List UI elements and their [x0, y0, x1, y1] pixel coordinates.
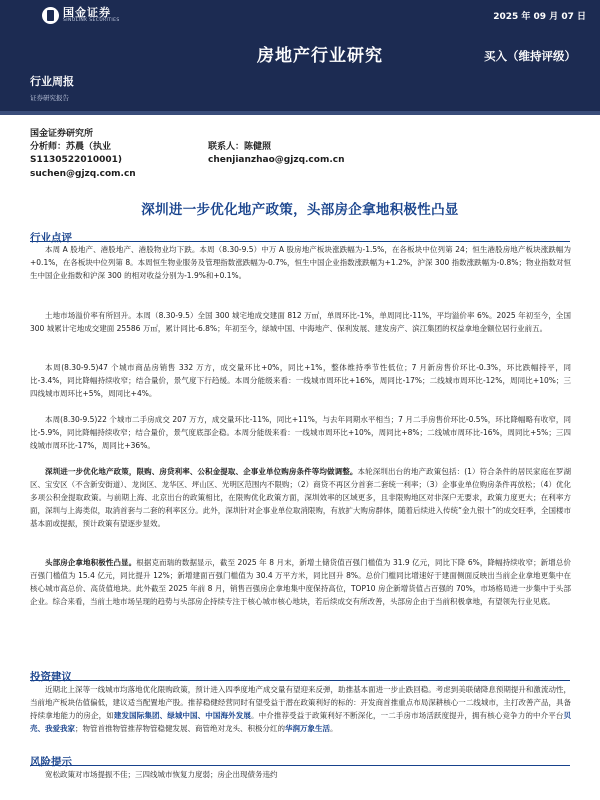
- advice-body-4: ；物管首推物管推荐物管稳健发展、商管绝对龙头、积极分红的: [75, 724, 285, 734]
- advice-body-5: 。: [330, 724, 338, 734]
- paragraph-land-acquisition: [30, 556, 571, 608]
- paragraph-shenzhen-policy: [30, 465, 571, 530]
- report-type: 行业周报: [30, 75, 74, 88]
- rating-badge: 买入（维持评级）: [484, 49, 576, 63]
- logo-cn-text: 国金证券: [63, 6, 111, 19]
- contact-block: [208, 128, 345, 168]
- advice-body: 近期北上深等一线城市均落地优化限购政策，预计进入四季度地产成交量有望迎来反弹，助推基本面进一步止跌回稳。考虑到美联储降息预期提升和激流动性，当前地产板块估值偏低，建议适当配置地产股。推荐稳健经营同时有望受益于潜在政策利好的标的：开发商首推重点布局深耕核心一二线城市，主打改善产品，具备持续拿地能力的房企，: [30, 685, 571, 721]
- paragraph-advice: [30, 683, 571, 735]
- report-date: 2025 年 09 月 07 日: [493, 12, 586, 22]
- paragraph-market: 本周 A 股地产、港股地产、港股物业均下跌。本周（8.30-9.5）中万 A 股房地产板块涨跌幅为-1.5%，在各板块中位列第 24；恒生港股房地产板块涨跌幅为+0.1%，在各板块中位列第 8。本周恒生物业服务及管理指数涨跌幅为-0.7%，恒生中国企业指数涨跌幅为+1.2%，沪深 300 指数涨跌幅为-0.8%；物业指数对恒生中国企业指数和沪深 300 的相对收益分别为-1.9%和+0.1%。: [30, 245, 571, 281]
- land-acquisition-lead: 头部房企拿地积极性凸显。: [45, 558, 137, 567]
- advice-developers: 建发国际集团、绿城中国、中国海外发展: [113, 711, 252, 721]
- advice-property-mgmt: 华润万象生活: [285, 724, 330, 734]
- section-risk-title: 风险提示: [30, 756, 72, 768]
- logo-icon: [42, 7, 59, 24]
- shenzhen-policy-body: 本轮深圳出台的地产政策包括：(1）符合条件的居民家庭在罗湖区、宝安区（不含新安街道）、龙岗区、龙华区、坪山区、光明区范围内不限购；（2）商贷不再区分首套二套统一利率；（3）企事业单位购房条件再放松；（4）优化多项公积金提取政策。与前期上海、北京出台的政策相比，在限购优化政策方面，深圳效率的区域更多，且非限购地区对非深户无要求，政策力度更大；在利率方面，深圳与上海类似，取消首套与二套的利率区分。此外，深圳针对企事业单位取消限购，有放扩大购房群体，随着后续进入传统“金九银十”的成交旺季，全国楼市基本面或提振，预计政策有望逐步显效。: [30, 467, 571, 529]
- analyst-name: 分析师：苏晨（执业: [30, 142, 112, 153]
- paragraph-land: 土地市场溢价率有所回升。本周（8.30-9.5）全国 300 城宅地成交建面 812 万㎡，单周环比-1%，单周同比-11%，平均溢价率 6%。2025 年初至今，全国 300 城累计宅地成交建面 25586 万㎡，累计同比-6.8%；年初至今，绿城中国、中海地产、保利发展、建发房产、滨江集团的权益拿地金额位居行业前五。: [30, 311, 571, 334]
- section-review-title: 行业点评: [30, 232, 72, 244]
- contact-spacer: [208, 128, 345, 141]
- analyst-block: [30, 128, 136, 181]
- contact-email[interactable]: chenjianzhao@gjzq.com.cn: [208, 155, 345, 166]
- company-logo: [42, 7, 120, 24]
- section-risk: [30, 750, 570, 766]
- advice-body-3: 。中介推荐受益于政策利好不断深化，一二手房市场活跃度提升，拥有核心竞争力的中介平台: [251, 711, 564, 721]
- section-advice-title: 投资建议: [30, 671, 72, 683]
- logo-en-text: SINOLINK SECURITIES: [63, 18, 120, 23]
- report-category: 证券研究报告: [30, 94, 69, 102]
- section-review: [30, 226, 570, 242]
- advice-body-2: 如: [106, 711, 114, 721]
- paragraph-second-hand: 本周(8.30-9.5)22 个城市二手房成交 207 万方，成交量环比-11%，同比+11%，与去年同期水平相当；7 月二手房售价环比-0.5%，环比降幅略有收窄，同比-5.9%，同比降幅持续收窄；结合量价，景气度底部企稳。本周分能级来看：一线城市周环比+10%，周同比+8%；二线城市周环比-16%，周同比+5%；三四线城市周环比-17%，周同比+36%。: [30, 415, 571, 451]
- paragraph-risk: 宽松政策对市场提振不佳；三四线城市恢复力度弱；房企出现债务违约: [45, 770, 278, 779]
- paragraph-new-homes: 本周(8.30-9.5)47 个城市商品房销售 332 万方，成交量环比+0%，同比+1%，整体维持季节性低位；7 月新房售价环比-0.3%，环比跌幅持平，同比-3.4%，同比降幅持续收窄；结合量价，景气度下行趋缓。本周分能级来看：一线城市周环比+16%，周同比-17%；二线城市周环比-12%，周同比+10%；三四线城市周环比+5%，周同比+4%。: [30, 363, 571, 399]
- institute-name: 国金证券研究所: [30, 129, 94, 139]
- land-acquisition-body: 根据克而瑞的数据显示，截至 2025 年 8 月末，新增土储货值百强门槛值为 31.9 亿元，同比下降 6%，降幅持续收窄；新增总价百强门槛值为 15.4 亿元，同比提升 12%；新增建面百强门槛值为 30.4 万平方米，同比回升 8%。总价门槛同比增速好于建面侧面反映出当前企业拿地更集中在核心城市高总价、高货值地块。此外截至 2025 年前 8 月，销售百强房企拿地集中度保持高位，TOP10 房企新增货值占百强的 70%，市场格局进一步集中于头部企业。综合来看，当前土地市场呈现的趋势与头部房企持续专注于核心城市核心地块，若后续成交有所改善，头部房企由于当前积极拿地，有望领先行业见底。: [30, 558, 571, 607]
- header-band-stripe: [0, 111, 600, 115]
- analyst-license: S1130522010001): [30, 155, 123, 166]
- section-advice: [30, 665, 570, 681]
- advice-agencies: 贝壳、我爱我家: [30, 711, 572, 734]
- report-title: 房地产行业研究: [257, 46, 383, 66]
- contact-name: 联系人：陈健照: [208, 142, 272, 153]
- headline: 深圳进一步优化地产政策，头部房企拿地积极性凸显: [141, 202, 459, 218]
- shenzhen-policy-lead: 深圳进一步优化地产政策，限购、房贷利率、公积金提取、企事业单位购房条件等均做调整。: [45, 467, 358, 476]
- analyst-email[interactable]: suchen@gjzq.com.cn: [30, 168, 136, 179]
